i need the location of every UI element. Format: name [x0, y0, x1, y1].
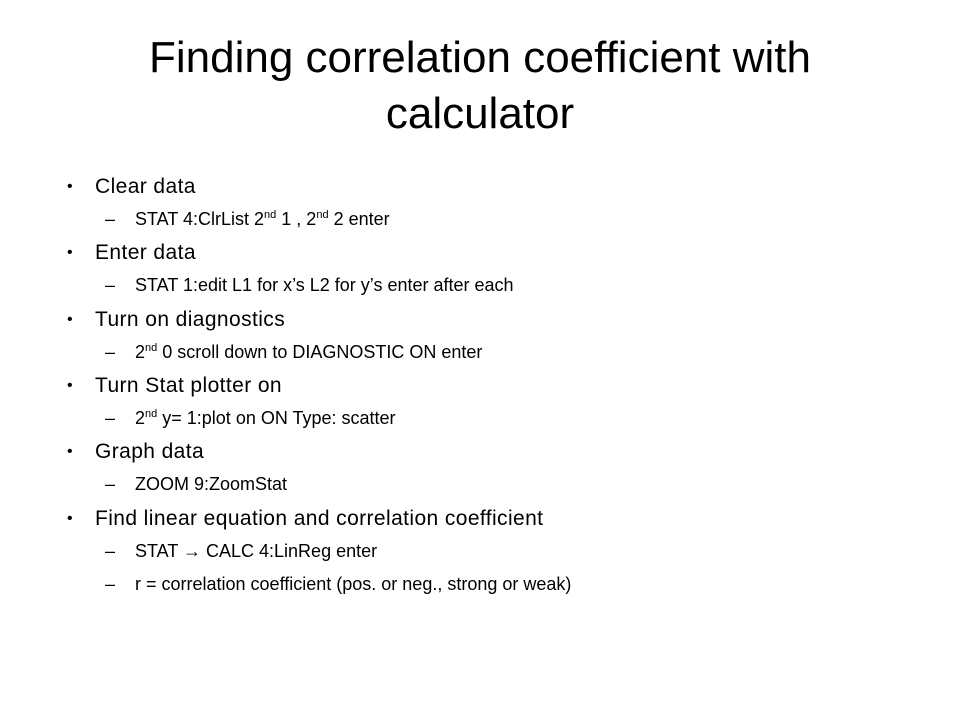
- bullet-diagnostics: [66, 305, 286, 335]
- dash-icon: –: [104, 275, 115, 295]
- bullet-icon: •: [66, 377, 73, 394]
- sub-text: STAT → CALC 4:LinReg enter: [135, 541, 378, 561]
- bullet-text: Clear data: [95, 175, 196, 198]
- superscript: nd: [145, 342, 158, 354]
- bullet-icon: •: [66, 178, 73, 195]
- sub-clear-data: [104, 205, 390, 233]
- sub-linreg: [104, 537, 378, 565]
- bullet-clear-data: [66, 172, 196, 202]
- sub-diagnostics: [104, 338, 483, 366]
- bullet-icon: •: [66, 244, 73, 261]
- bullet-icon: •: [66, 510, 73, 527]
- sub-text-a: STAT 4:ClrList 2: [135, 209, 265, 229]
- sub-text: STAT 1:edit L1 for x’s L2 for y’s enter after each: [135, 275, 514, 295]
- sub-text-b: y= 1:plot on ON Type: scatter: [157, 408, 396, 428]
- bullet-text: Turn Stat plotter on: [95, 374, 282, 397]
- bullet-icon: •: [66, 443, 73, 460]
- bullet-graph-data: [66, 437, 205, 467]
- title-line-1: Finding correlation coefficient with: [149, 33, 811, 82]
- sub-graph-data: [104, 470, 288, 498]
- superscript: nd: [264, 209, 277, 221]
- sub-text-b: 1 , 2: [276, 209, 317, 229]
- dash-icon: –: [104, 342, 115, 362]
- sub-text-b: 0 scroll down to DIAGNOSTIC ON enter: [157, 342, 483, 362]
- bullet-text: Graph data: [95, 440, 205, 463]
- bullet-icon: •: [66, 311, 73, 328]
- superscript: nd: [145, 408, 158, 420]
- sub-text: ZOOM 9:ZoomStat: [135, 474, 288, 494]
- sub-correlation-r: [104, 570, 572, 598]
- sub-stat-plotter: [104, 404, 396, 432]
- bullet-text: Enter data: [95, 241, 196, 264]
- dash-icon: –: [104, 541, 115, 561]
- dash-icon: –: [104, 574, 115, 594]
- sub-text-c: 2 enter: [328, 209, 390, 229]
- title-line-2: calculator: [385, 89, 575, 138]
- dash-icon: –: [104, 474, 115, 494]
- bullet-linear-equation: [66, 504, 544, 534]
- bullet-text: Turn on diagnostics: [95, 308, 286, 331]
- sub-text-a: 2: [135, 342, 146, 362]
- dash-icon: –: [104, 408, 115, 428]
- sub-enter-data: [104, 271, 514, 299]
- dash-icon: –: [104, 209, 115, 229]
- superscript: nd: [316, 209, 329, 221]
- bullet-stat-plotter: [66, 371, 282, 401]
- sub-text-a: 2: [135, 408, 146, 428]
- bullet-enter-data: [66, 238, 196, 268]
- slide-title: [60, 30, 900, 142]
- bullet-text: Find linear equation and correlation coefficient: [95, 507, 544, 530]
- sub-text: r = correlation coefficient (pos. or neg., strong or weak): [135, 574, 572, 594]
